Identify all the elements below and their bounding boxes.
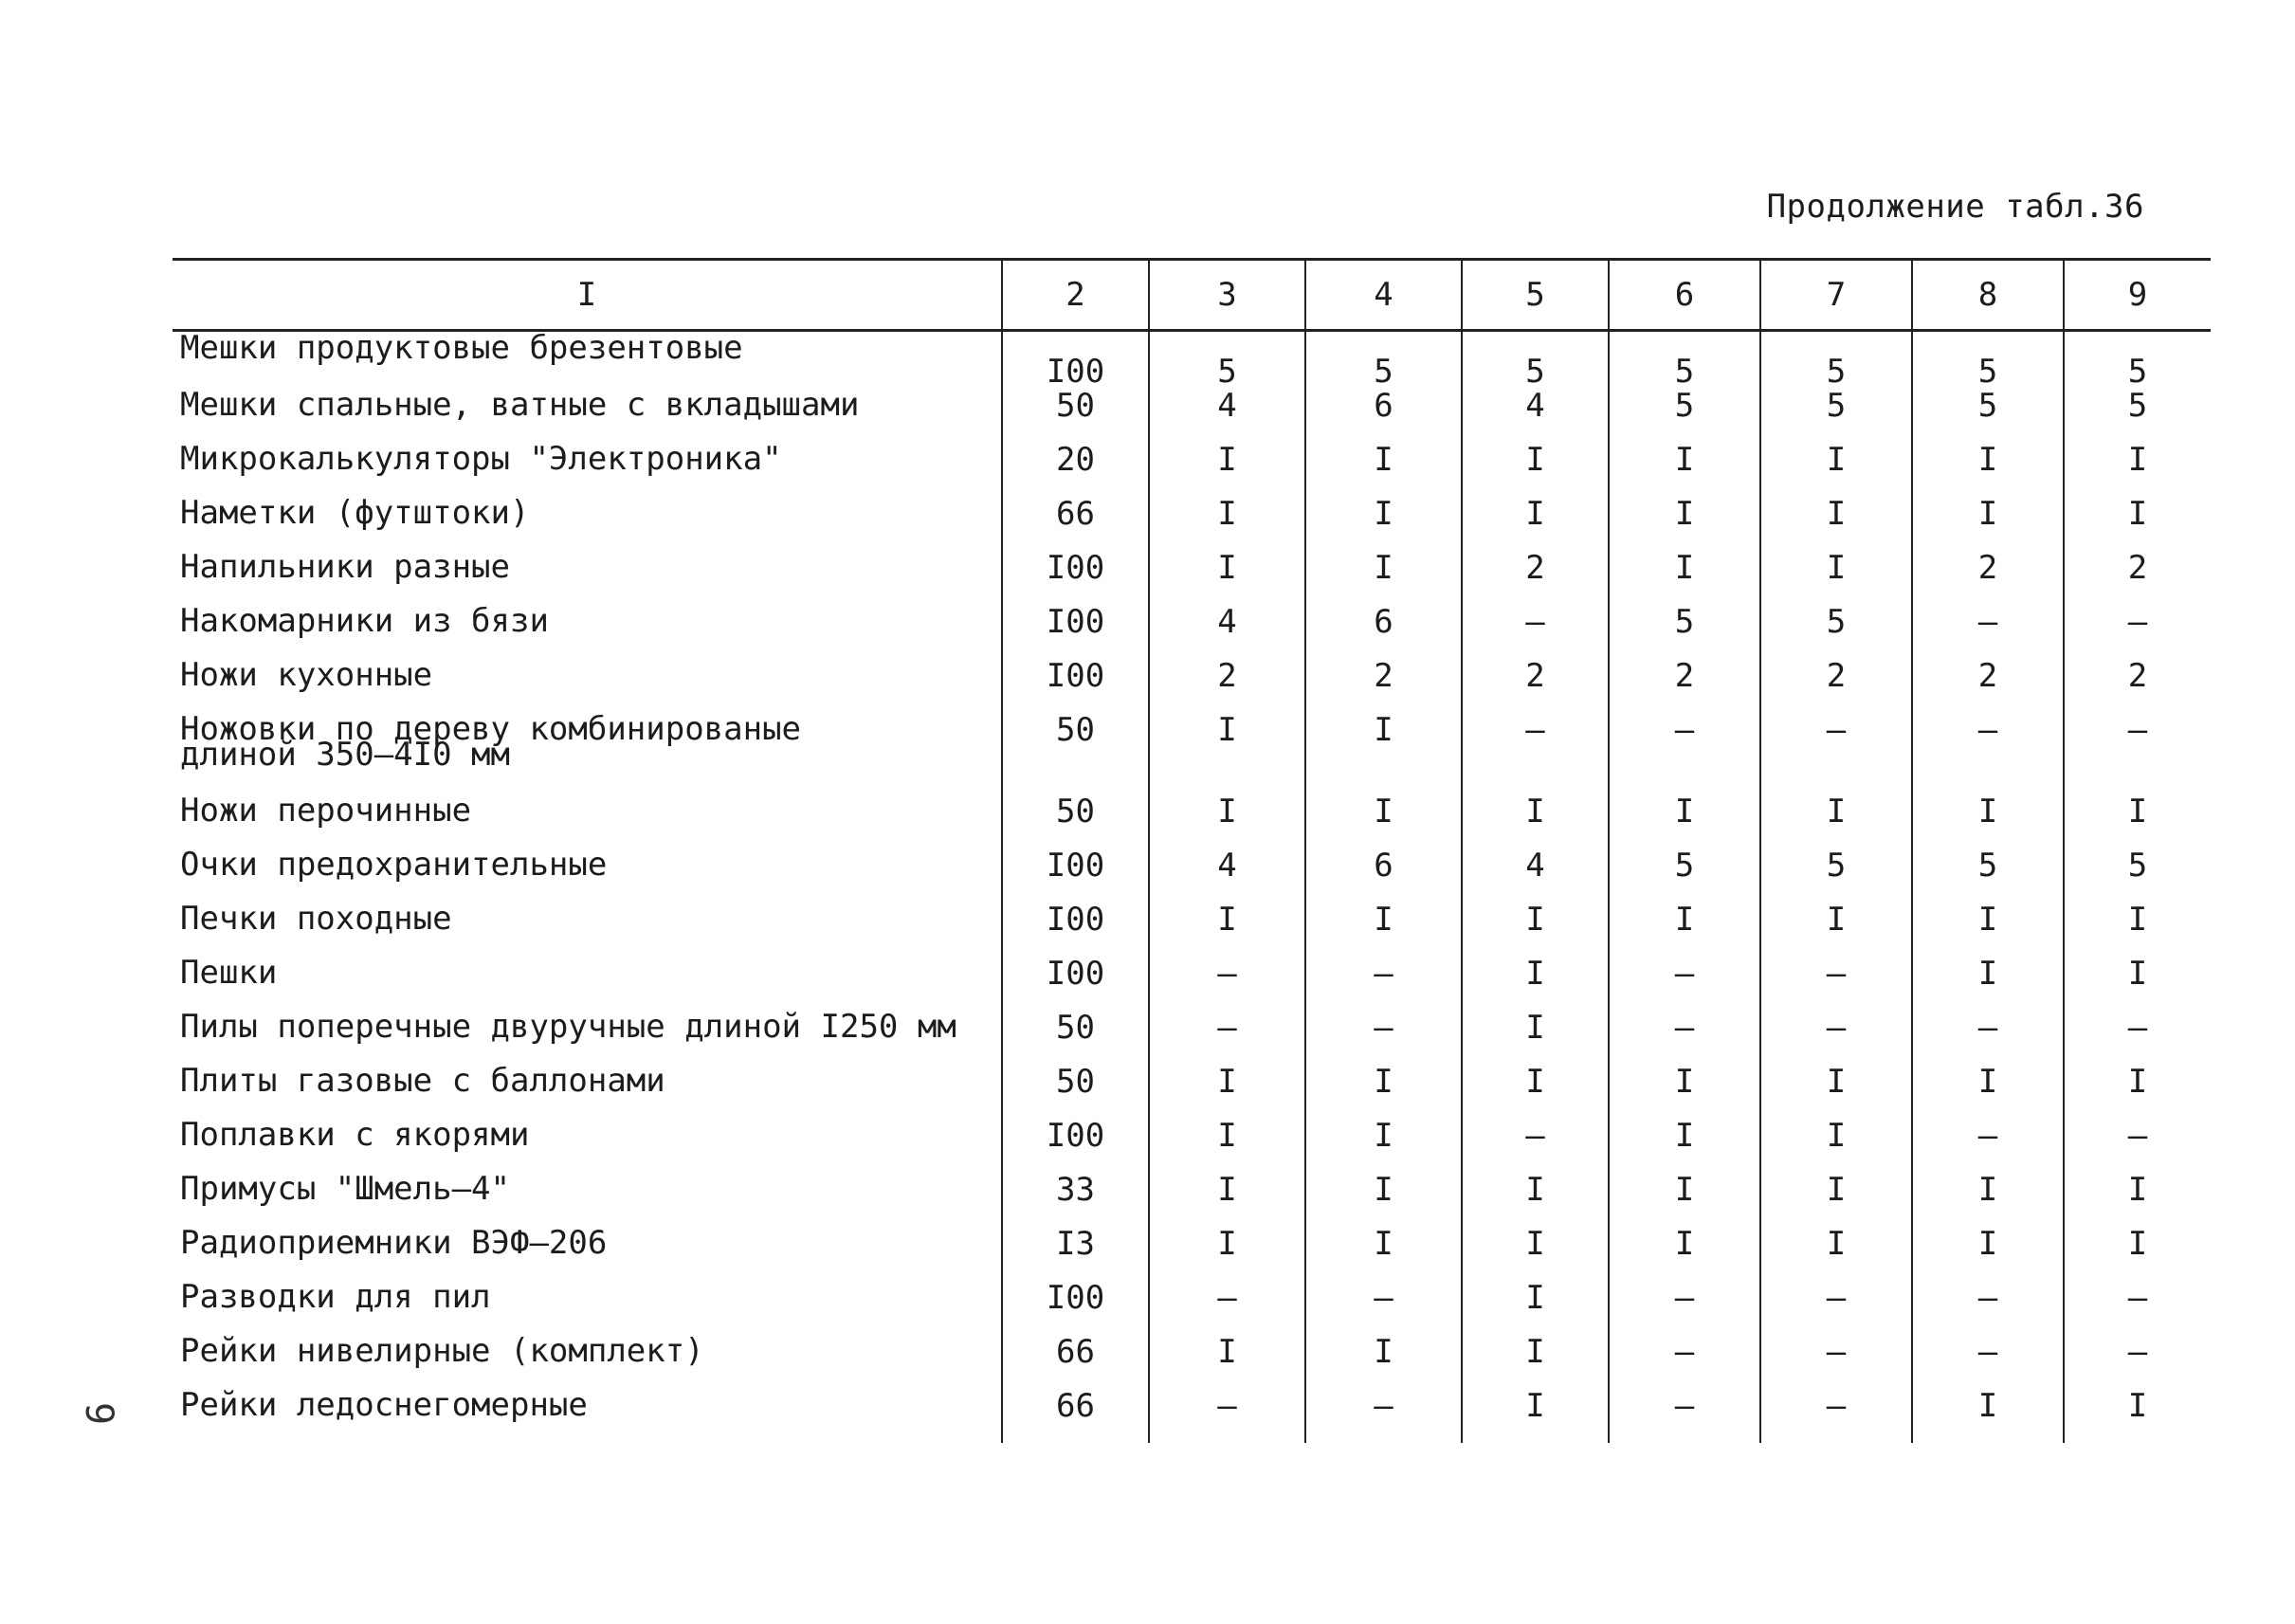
value-cell-col-6: I (1609, 903, 1760, 957)
value-cell-col-9: I (2064, 443, 2211, 497)
value-cell-col-7: – (1760, 1011, 1912, 1065)
table-row (173, 1281, 2211, 1335)
table-row (173, 659, 2211, 713)
value-cell-col-7: – (1760, 957, 1912, 1011)
value-cell-col-5: I (1462, 1389, 1609, 1443)
table-row (173, 331, 2211, 390)
value-cell-col-8: – (1912, 605, 2064, 659)
value-cell-col-7: I (1760, 443, 1912, 497)
value-cell-col-6: – (1609, 713, 1760, 794)
value-cell-col-7: I (1760, 497, 1912, 551)
value-cell-col-2: I00 (1002, 659, 1149, 713)
value-cell-col-2: I00 (1002, 848, 1149, 903)
value-cell-col-7: – (1760, 1335, 1912, 1389)
table-row (173, 794, 2211, 848)
value-cell-col-3: I (1149, 713, 1305, 794)
value-cell-col-7: 5 (1760, 605, 1912, 659)
value-cell-col-9: I (2064, 1065, 2211, 1119)
item-name-cell: Рейки ледоснегомерные (180, 1386, 588, 1424)
value-cell-col-2: 33 (1002, 1173, 1149, 1227)
value-cell-col-8: I (1912, 794, 2064, 848)
table-row (173, 497, 2211, 551)
item-name-cell: Рейки нивелирные (комплект) (180, 1332, 704, 1370)
value-cell-col-8: 5 (1912, 848, 2064, 903)
value-cell-col-3: 4 (1149, 605, 1305, 659)
table-row (173, 1173, 2211, 1227)
value-cell-col-6: – (1609, 1281, 1760, 1335)
value-cell-col-8: 5 (1912, 389, 2064, 443)
table-body (173, 331, 2211, 1444)
value-cell-col-8: I (1912, 1227, 2064, 1281)
value-cell-col-4: I (1305, 1227, 1462, 1281)
value-cell-col-2: 50 (1002, 1065, 1149, 1119)
value-cell-col-9: I (2064, 497, 2211, 551)
value-cell-col-9: I (2064, 1173, 2211, 1227)
table-row (173, 903, 2211, 957)
value-cell-col-7: – (1760, 713, 1912, 794)
value-cell-col-5: 2 (1462, 659, 1609, 713)
value-cell-col-9: I (2064, 794, 2211, 848)
value-cell-col-3: 4 (1149, 389, 1305, 443)
value-cell-col-5: 5 (1462, 331, 1609, 390)
column-header-2: 2 (1002, 260, 1149, 331)
value-cell-col-8: 2 (1912, 551, 2064, 605)
value-cell-col-9: – (2064, 1011, 2211, 1065)
value-cell-col-3: 4 (1149, 848, 1305, 903)
value-cell-col-5: 4 (1462, 389, 1609, 443)
value-cell-col-9: I (2064, 1389, 2211, 1443)
item-name-cell: Наметки (футштоки) (180, 494, 530, 532)
item-name-cell: Ножи перочинные (180, 792, 472, 830)
value-cell-col-6: 5 (1609, 389, 1760, 443)
value-cell-col-3: – (1149, 1389, 1305, 1443)
value-cell-col-6: – (1609, 1335, 1760, 1389)
value-cell-col-8: I (1912, 1389, 2064, 1443)
value-cell-col-2: 66 (1002, 1389, 1149, 1443)
value-cell-col-7: I (1760, 1227, 1912, 1281)
value-cell-col-9: 5 (2064, 389, 2211, 443)
value-cell-col-5: I (1462, 957, 1609, 1011)
value-cell-col-4: I (1305, 551, 1462, 605)
value-cell-col-3: I (1149, 1065, 1305, 1119)
value-cell-col-3: I (1149, 903, 1305, 957)
table-row (173, 551, 2211, 605)
value-cell-col-4: I (1305, 1119, 1462, 1173)
value-cell-col-2: I00 (1002, 1281, 1149, 1335)
value-cell-col-8: I (1912, 1065, 2064, 1119)
value-cell-col-5: I (1462, 1011, 1609, 1065)
item-name-cell: Пилы поперечные двуручные длиной I250 мм (180, 1008, 956, 1046)
item-name-cell: Ножовки по дереву комбинированые длиной 350–4I0 мм (180, 710, 802, 774)
value-cell-col-6: I (1609, 1119, 1760, 1173)
value-cell-col-6: I (1609, 1065, 1760, 1119)
value-cell-col-3: – (1149, 957, 1305, 1011)
table-row (173, 443, 2211, 497)
value-cell-col-7: I (1760, 903, 1912, 957)
value-cell-col-8: I (1912, 497, 2064, 551)
value-cell-col-2: 50 (1002, 1011, 1149, 1065)
value-cell-col-6: I (1609, 794, 1760, 848)
value-cell-col-7: I (1760, 1173, 1912, 1227)
table-row (173, 1065, 2211, 1119)
value-cell-col-9: 2 (2064, 551, 2211, 605)
value-cell-col-5: 4 (1462, 848, 1609, 903)
column-header-7: 7 (1760, 260, 1912, 331)
value-cell-col-5: I (1462, 1281, 1609, 1335)
value-cell-col-9: – (2064, 1335, 2211, 1389)
item-name-cell: Разводки для пил (180, 1278, 491, 1316)
value-cell-col-3: – (1149, 1281, 1305, 1335)
item-name-cell: Микрокалькуляторы "Электроника" (180, 440, 782, 478)
value-cell-col-5: – (1462, 605, 1609, 659)
value-cell-col-6: I (1609, 551, 1760, 605)
value-cell-col-8: – (1912, 713, 2064, 794)
item-name-cell: Радиоприемники ВЭФ–206 (180, 1224, 608, 1262)
value-cell-col-2: I00 (1002, 605, 1149, 659)
value-cell-col-5: I (1462, 1065, 1609, 1119)
table-row (173, 713, 2211, 794)
item-name-cell: Поплавки с якорями (180, 1116, 530, 1154)
table-row (173, 1119, 2211, 1173)
value-cell-col-6: 5 (1609, 605, 1760, 659)
table-caption: Продолжение табл.36 (1766, 188, 2144, 226)
value-cell-col-2: I3 (1002, 1227, 1149, 1281)
value-cell-col-3: 2 (1149, 659, 1305, 713)
column-header-9: 9 (2064, 260, 2211, 331)
value-cell-col-7: I (1760, 794, 1912, 848)
value-cell-col-7: 5 (1760, 389, 1912, 443)
value-cell-col-3: 5 (1149, 331, 1305, 390)
value-cell-col-7: 5 (1760, 848, 1912, 903)
value-cell-col-3: I (1149, 1173, 1305, 1227)
table-row (173, 1335, 2211, 1389)
value-cell-col-4: I (1305, 1335, 1462, 1389)
value-cell-col-7: I (1760, 1065, 1912, 1119)
value-cell-col-6: 5 (1609, 331, 1760, 390)
value-cell-col-4: – (1305, 1011, 1462, 1065)
column-header-8: 8 (1912, 260, 2064, 331)
item-name-cell: Мешки продуктовые брезентовые (180, 329, 743, 367)
value-cell-col-2: 20 (1002, 443, 1149, 497)
value-cell-col-2: 50 (1002, 713, 1149, 794)
value-cell-col-5: 2 (1462, 551, 1609, 605)
value-cell-col-8: – (1912, 1119, 2064, 1173)
item-name-cell: Напильники разные (180, 548, 510, 586)
value-cell-col-6: – (1609, 1011, 1760, 1065)
value-cell-col-8: – (1912, 1281, 2064, 1335)
value-cell-col-6: I (1609, 1227, 1760, 1281)
column-header-1: I (173, 260, 1002, 331)
value-cell-col-9: I (2064, 957, 2211, 1011)
item-name-cell: Мешки спальные, ватные с вкладышами (180, 386, 860, 424)
value-cell-col-2: 50 (1002, 389, 1149, 443)
value-cell-col-7: I (1760, 551, 1912, 605)
value-cell-col-9: – (2064, 713, 2211, 794)
value-cell-col-4: I (1305, 713, 1462, 794)
value-cell-col-9: – (2064, 605, 2211, 659)
table-header-row (173, 260, 2211, 331)
value-cell-col-5: I (1462, 1335, 1609, 1389)
value-cell-col-8: I (1912, 443, 2064, 497)
item-name-cell: Пешки (180, 954, 278, 992)
value-cell-col-5: – (1462, 1119, 1609, 1173)
value-cell-col-4: I (1305, 1065, 1462, 1119)
value-cell-col-9: I (2064, 903, 2211, 957)
item-name-cell: Накомарники из бязи (180, 602, 549, 640)
value-cell-col-2: 66 (1002, 497, 1149, 551)
value-cell-col-2: 66 (1002, 1335, 1149, 1389)
value-cell-col-9: 5 (2064, 331, 2211, 390)
value-cell-col-4: – (1305, 1389, 1462, 1443)
value-cell-col-5: I (1462, 497, 1609, 551)
item-name-cell: Плиты газовые с баллонами (180, 1062, 665, 1100)
value-cell-col-4: 5 (1305, 331, 1462, 390)
value-cell-col-6: I (1609, 497, 1760, 551)
value-cell-col-3: I (1149, 794, 1305, 848)
value-cell-col-4: – (1305, 957, 1462, 1011)
value-cell-col-9: 5 (2064, 848, 2211, 903)
value-cell-col-3: I (1149, 1119, 1305, 1173)
item-name-cell: Очки предохранительные (180, 846, 608, 884)
value-cell-col-4: I (1305, 903, 1462, 957)
value-cell-col-7: – (1760, 1389, 1912, 1443)
column-header-4: 4 (1305, 260, 1462, 331)
value-cell-col-5: I (1462, 794, 1609, 848)
value-cell-col-2: I00 (1002, 1119, 1149, 1173)
value-cell-col-4: 6 (1305, 848, 1462, 903)
value-cell-col-9: 2 (2064, 659, 2211, 713)
column-header-3: 3 (1149, 260, 1305, 331)
page-number: 9 (77, 1401, 121, 1426)
item-name-cell: Ножи кухонные (180, 656, 433, 694)
value-cell-col-4: 6 (1305, 389, 1462, 443)
value-cell-col-4: – (1305, 1281, 1462, 1335)
value-cell-col-3: I (1149, 497, 1305, 551)
value-cell-col-7: – (1760, 1281, 1912, 1335)
value-cell-col-4: I (1305, 443, 1462, 497)
value-cell-col-7: 2 (1760, 659, 1912, 713)
value-cell-col-8: I (1912, 1173, 2064, 1227)
value-cell-col-8: I (1912, 957, 2064, 1011)
value-cell-col-3: I (1149, 443, 1305, 497)
value-cell-col-2: I00 (1002, 903, 1149, 957)
value-cell-col-3: I (1149, 551, 1305, 605)
value-cell-col-2: I00 (1002, 957, 1149, 1011)
item-name-cell: Печки походные (180, 900, 452, 938)
column-header-6: 6 (1609, 260, 1760, 331)
value-cell-col-5: I (1462, 903, 1609, 957)
value-cell-col-9: I (2064, 1227, 2211, 1281)
value-cell-col-5: I (1462, 1227, 1609, 1281)
value-cell-col-3: I (1149, 1227, 1305, 1281)
value-cell-col-8: – (1912, 1011, 2064, 1065)
value-cell-col-7: 5 (1760, 331, 1912, 390)
value-cell-col-2: 50 (1002, 794, 1149, 848)
value-cell-col-6: – (1609, 957, 1760, 1011)
value-cell-col-6: 5 (1609, 848, 1760, 903)
value-cell-col-8: 5 (1912, 331, 2064, 390)
value-cell-col-6: – (1609, 1389, 1760, 1443)
data-table (173, 258, 2211, 1443)
table-row (173, 1011, 2211, 1065)
value-cell-col-4: 6 (1305, 605, 1462, 659)
value-cell-col-8: – (1912, 1335, 2064, 1389)
value-cell-col-4: I (1305, 497, 1462, 551)
value-cell-col-7: I (1760, 1119, 1912, 1173)
value-cell-col-4: I (1305, 1173, 1462, 1227)
value-cell-col-9: – (2064, 1281, 2211, 1335)
value-cell-col-8: I (1912, 903, 2064, 957)
value-cell-col-3: I (1149, 1335, 1305, 1389)
value-cell-col-6: I (1609, 1173, 1760, 1227)
value-cell-col-6: 2 (1609, 659, 1760, 713)
value-cell-col-5: I (1462, 1173, 1609, 1227)
value-cell-col-5: – (1462, 713, 1609, 794)
table-row (173, 1227, 2211, 1281)
value-cell-col-3: – (1149, 1011, 1305, 1065)
value-cell-col-2: I00 (1002, 551, 1149, 605)
table-row (173, 605, 2211, 659)
table-row (173, 848, 2211, 903)
value-cell-col-4: I (1305, 794, 1462, 848)
table-row (173, 1389, 2211, 1443)
value-cell-col-8: 2 (1912, 659, 2064, 713)
item-name-cell: Примусы "Шмель–4" (180, 1170, 510, 1208)
value-cell-col-2: I00 (1002, 331, 1149, 390)
column-header-5: 5 (1462, 260, 1609, 331)
table-row (173, 389, 2211, 443)
table-row (173, 957, 2211, 1011)
value-cell-col-5: I (1462, 443, 1609, 497)
value-cell-col-4: 2 (1305, 659, 1462, 713)
value-cell-col-9: – (2064, 1119, 2211, 1173)
value-cell-col-6: I (1609, 443, 1760, 497)
